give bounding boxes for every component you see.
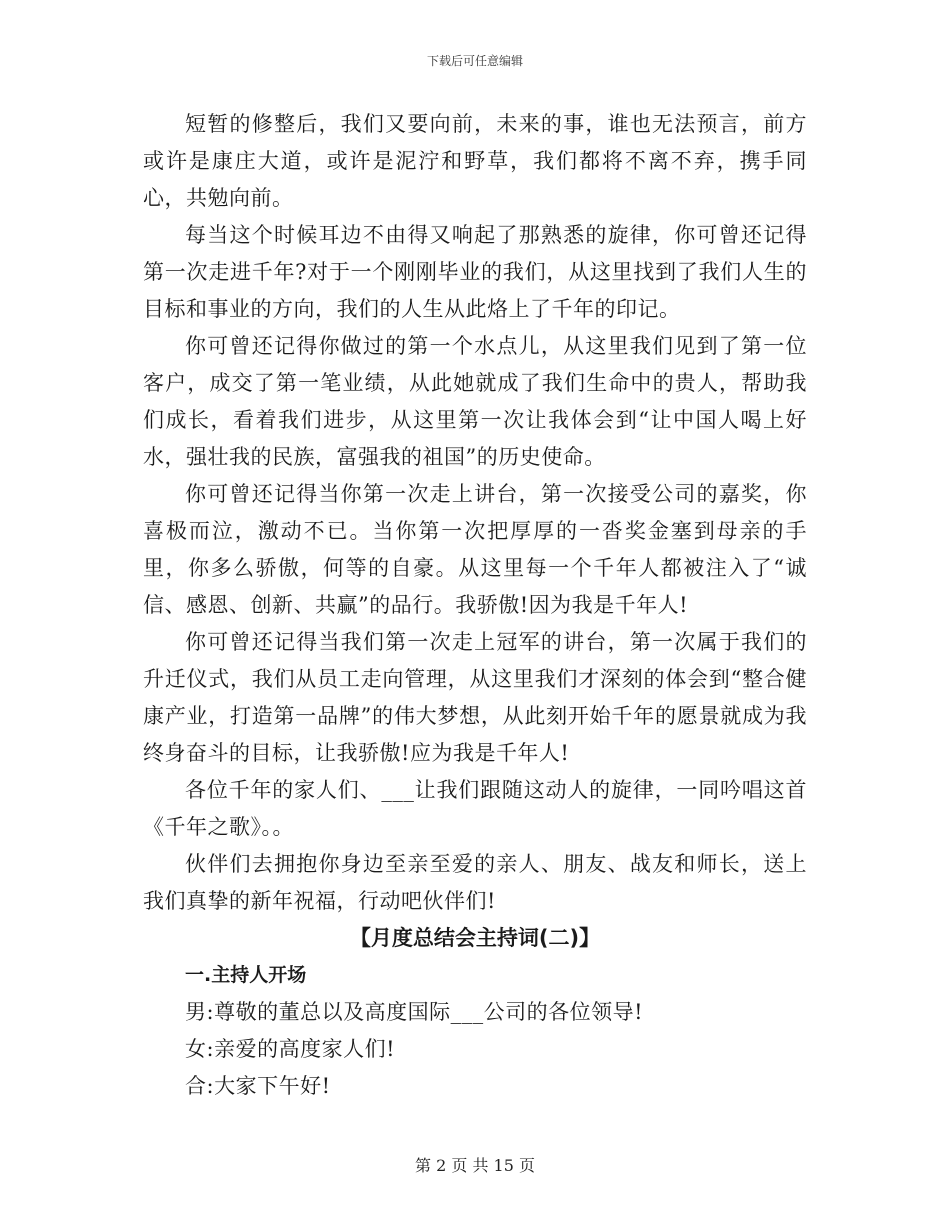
document-body <box>143 106 807 1105</box>
subheading: 一.主持人开场 <box>185 964 307 986</box>
page-number: 第 2 页 共 15 页 <box>415 1156 535 1175</box>
paragraph: 短暂的修整后，我们又要向前，未来的事，谁也无法预言，前方或许是康庄大道，或许是泥泞和野草，我们都将不离不弃，携手同心，共勉向前。 <box>143 112 807 210</box>
paragraph: 每当这个时候耳边不由得又响起了那熟悉的旋律，你可曾还记得第一次走进千年?对于一个刚刚毕业的我们，从这里找到了我们人生的目标和事业的方向，我们的人生从此烙上了千年的印记。 <box>143 223 807 321</box>
page-header-note: 下载后可任意编辑 <box>426 54 523 68</box>
paragraph: 伙伴们去拥抱你身边至亲至爱的亲人、朋友、战友和师长，送上我们真挚的新年祝福，行动吧伙伴们! <box>143 852 807 913</box>
dialog-line: 女:亲爱的高度家人们! <box>185 1037 396 1061</box>
paragraph: 各位千年的家人们、___让我们跟随这动人的旋律，一同吟唱这首《千年之歌》。。 <box>143 778 807 839</box>
paragraph: 你可曾还记得当我们第一次走上冠军的讲台，第一次属于我们的升迁仪式，我们从员工走向管理，从这里我们才深刻的体会到“整合健康产业，打造第一品牌”的伟大梦想，从此刻开始千年的愿景就成为我终身奋斗的目标，让我骄傲!应为我是千年人! <box>143 630 807 765</box>
paragraph: 你可曾还记得当你第一次走上讲台，第一次接受公司的嘉奖，你喜极而泣，激动不已。当你第一次把厚厚的一沓奖金塞到母亲的手里，你多么骄傲，何等的自豪。从这里每一个千年人都被注入了“诚信、感恩、创新、共赢”的品行。我骄傲!因为我是千年人! <box>143 482 807 617</box>
dialog-line: 合:大家下午好! <box>185 1074 331 1098</box>
paragraph: 你可曾还记得你做过的第一个水点儿，从这里我们见到了第一位客户，成交了第一笔业绩，从此她就成了我们生命中的贵人，帮助我们成长，看着我们进步，从这里第一次让我体会到“让中国人喝上好水，强壮我的民族，富强我的祖国”的历史使命。 <box>143 334 807 469</box>
dialog-line: 男:尊敬的董总以及高度国际___公司的各位领导! <box>185 1000 644 1024</box>
section-title: 【月度总结会主持词(二)】 <box>349 926 601 950</box>
